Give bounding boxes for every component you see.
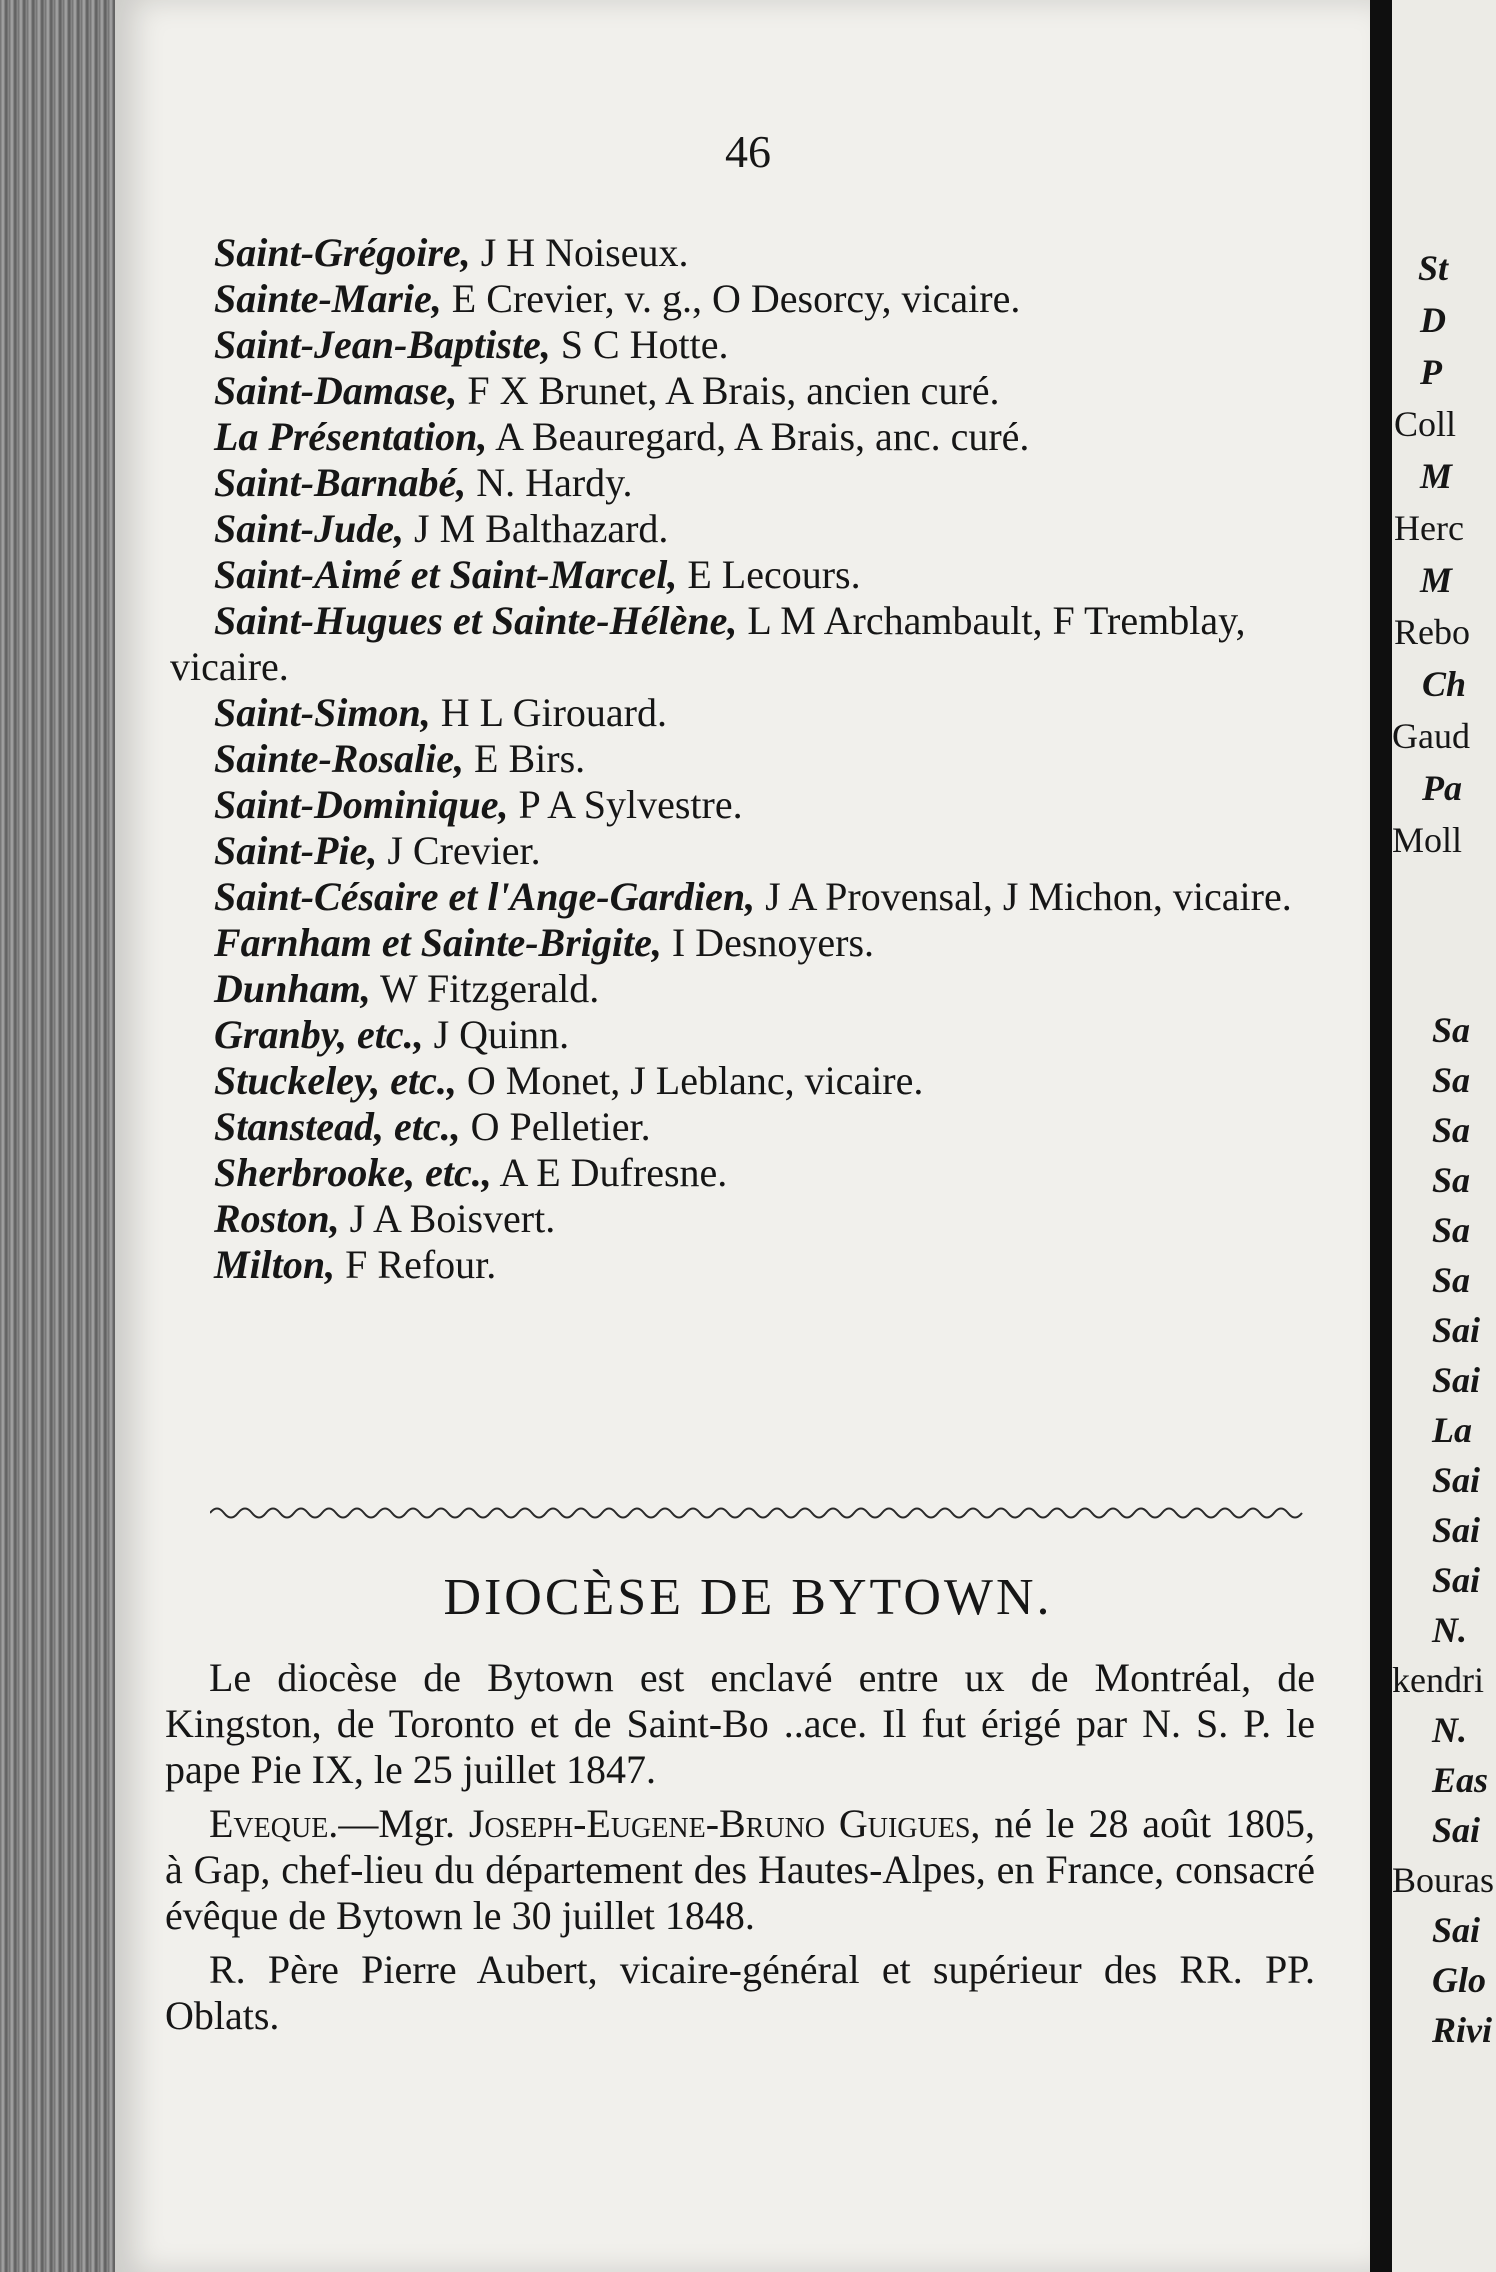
next-page-fragment: Bouras <box>1392 1860 1494 1900</box>
parish-entry <box>126 552 1320 598</box>
parish-name: Saint-Césaire et l'Ange-Gardien, <box>214 874 756 919</box>
next-page-fragment: Coll <box>1394 404 1457 444</box>
parish-name: Stanstead, etc., <box>214 1104 461 1149</box>
parish-entry <box>126 460 1320 506</box>
next-page-fragment: Sa <box>1432 1060 1471 1100</box>
parish-clergy: E Crevier, v. g., O Desorcy, vicaire. <box>441 276 1021 321</box>
next-page-fragment: Ch <box>1422 664 1467 704</box>
parish-clergy: J H Noiseux. <box>470 230 689 275</box>
next-page-fragment: Moll <box>1392 820 1463 860</box>
next-page-fragment: M <box>1420 560 1453 600</box>
parish-clergy: F X Brunet, A Brais, ancien curé. <box>457 368 1000 413</box>
parish-entry <box>126 782 1320 828</box>
parish-name: Granby, etc., <box>214 1012 424 1057</box>
parish-name: Saint-Grégoire, <box>214 230 471 275</box>
bishop-name: Joseph-Eugene-Bruno Guigues <box>468 1801 971 1846</box>
parish-name: Farnham et Sainte-Brigite, <box>214 920 662 965</box>
next-page-fragment: La <box>1432 1410 1472 1450</box>
parish-name: Saint-Damase, <box>214 368 458 413</box>
next-page-fragment: Pa <box>1422 768 1462 808</box>
page-gutter <box>1370 0 1392 2272</box>
parish-clergy: E Lecours. <box>677 552 861 597</box>
parish-name: Sherbrooke, etc., <box>214 1150 492 1195</box>
next-page-fragment: Rebo <box>1394 612 1470 652</box>
parish-clergy: S C Hotte. <box>550 322 729 367</box>
parish-entry <box>126 506 1320 552</box>
next-page-fragment: kendri <box>1392 1660 1484 1700</box>
parish-list <box>170 230 1320 1288</box>
parish-clergy: J Quinn. <box>423 1012 570 1057</box>
next-page-fragment: Sai <box>1432 1310 1481 1350</box>
next-page-fragment: Herc <box>1394 508 1464 548</box>
parish-name: Sainte-Marie, <box>214 276 442 321</box>
next-page-fragment: Sa <box>1432 1260 1471 1300</box>
parish-entry <box>126 230 1320 276</box>
parish-clergy: O Pelletier. <box>460 1104 651 1149</box>
parish-entry <box>126 920 1320 966</box>
diocese-title: DIOCÈSE DE BYTOWN. <box>443 1569 1053 1626</box>
parish-clergy: I Desnoyers. <box>661 920 875 965</box>
next-page-fragment: Sai <box>1432 1460 1481 1500</box>
next-page-fragment: D <box>1420 300 1446 340</box>
parish-entry <box>126 1196 1320 1242</box>
parish-name: Roston, <box>214 1196 340 1241</box>
parish-name: Saint-Jude, <box>214 506 405 551</box>
next-page-fragment: Rivi <box>1432 2010 1492 2050</box>
parish-name: La Présentation, <box>214 414 488 459</box>
page-number: 46 <box>725 126 771 177</box>
parish-name: Saint-Pie, <box>214 828 378 873</box>
parish-entry <box>126 414 1320 460</box>
next-page-edge <box>1392 0 1496 2272</box>
parish-entry <box>126 1058 1320 1104</box>
parish-entry <box>126 598 1320 690</box>
parish-name: Saint-Simon, <box>214 690 431 735</box>
parish-clergy: F Refour. <box>335 1242 497 1287</box>
next-page-fragment: Glo <box>1432 1960 1486 2000</box>
parish-entry <box>126 1104 1320 1150</box>
parish-name: Saint-Barnabé, <box>214 460 467 505</box>
book-edge <box>0 0 120 2272</box>
parish-name: Saint-Aimé et Saint-Marcel, <box>214 552 678 597</box>
parish-name: Milton, <box>214 1242 336 1287</box>
parish-entry <box>126 368 1320 414</box>
parish-clergy: N. Hardy. <box>466 460 633 505</box>
parish-clergy: A Beauregard, A Brais, anc. curé. <box>487 414 1030 459</box>
next-page-fragment: Gaud <box>1392 716 1470 756</box>
next-page-fragment: Sai <box>1432 1810 1481 1850</box>
parish-name: Sainte-Rosalie, <box>214 736 465 781</box>
parish-clergy: O Monet, J Leblanc, vicaire. <box>456 1058 924 1103</box>
next-page-fragment: St <box>1418 248 1449 288</box>
parish-entry <box>126 736 1320 782</box>
parish-entry <box>126 690 1320 736</box>
parish-entry <box>126 966 1320 1012</box>
parish-entry <box>126 1150 1320 1196</box>
next-page-fragment: Sai <box>1432 1560 1481 1600</box>
parish-clergy: P A Sylvestre. <box>508 782 743 827</box>
parish-clergy: L M Archambault, F Tremblay, vicaire. <box>170 598 1246 689</box>
next-page-fragment: P <box>1420 352 1442 392</box>
parish-entry <box>126 874 1320 920</box>
next-page-fragment: N. <box>1432 1610 1467 1650</box>
parish-name: Saint-Hugues et Sainte-Hélène, <box>214 598 738 643</box>
parish-clergy: H L Girouard. <box>430 690 667 735</box>
paragraph-vicar: R. Père Pierre Aubert, vicaire-général et supérieur des RR. PP. Oblats. <box>165 1947 1315 2038</box>
next-page-fragment: Sa <box>1432 1010 1471 1050</box>
next-page-fragment: Eas <box>1432 1760 1489 1800</box>
parish-entry <box>126 276 1320 322</box>
parish-clergy: J A Boisvert. <box>339 1196 556 1241</box>
parish-entry <box>126 322 1320 368</box>
parish-clergy: A E Dufresne. <box>491 1150 728 1195</box>
bishop-dash: —Mgr. <box>338 1801 469 1846</box>
next-page-fragment: Sa <box>1432 1210 1471 1250</box>
paragraph-enclave: Le diocèse de Bytown est enclavé entre ux de Montréal, de Kingston, de Toronto et de Saint-Bo ..ace. Il fut érigé par N. S. P. le pape Pie IX, le 25 juillet 1847. <box>165 1655 1315 1792</box>
parish-name: Saint-Jean-Baptiste, <box>214 322 551 367</box>
bishop-details: , né le 28 août 1805, à Gap, chef-lieu du département des Hautes-Alpes, en France, consacré évêque de Bytown le 30 juillet 1848. <box>165 1801 1315 1938</box>
paragraph-bishop <box>165 1801 1315 1939</box>
next-page-fragment: Sai <box>1432 1910 1481 1950</box>
parish-name: Stuckeley, etc., <box>214 1058 457 1103</box>
parish-clergy: W Fitzgerald. <box>370 966 600 1011</box>
parish-clergy: E Birs. <box>464 736 586 781</box>
next-page-fragment: Sai <box>1432 1510 1481 1550</box>
next-page-fragment: N. <box>1432 1710 1467 1750</box>
parish-entry <box>126 1242 1320 1288</box>
parish-clergy: J M Balthazard. <box>404 506 669 551</box>
parish-clergy: J A Provensal, J Michon, vicaire. <box>755 874 1292 919</box>
parish-entry <box>126 828 1320 874</box>
next-page-fragment: Sa <box>1432 1160 1471 1200</box>
parish-entry <box>126 1012 1320 1058</box>
next-page-fragment: M <box>1420 456 1453 496</box>
wavy-divider <box>210 1500 1310 1526</box>
bishop-label: Eveque. <box>209 1801 339 1846</box>
parish-name: Saint-Dominique, <box>214 782 509 827</box>
diocese-description <box>165 1655 1315 2047</box>
next-page-fragment: Sai <box>1432 1360 1481 1400</box>
parish-clergy: J Crevier. <box>377 828 541 873</box>
next-page-fragment: Sa <box>1432 1110 1471 1150</box>
parish-name: Dunham, <box>214 966 371 1011</box>
